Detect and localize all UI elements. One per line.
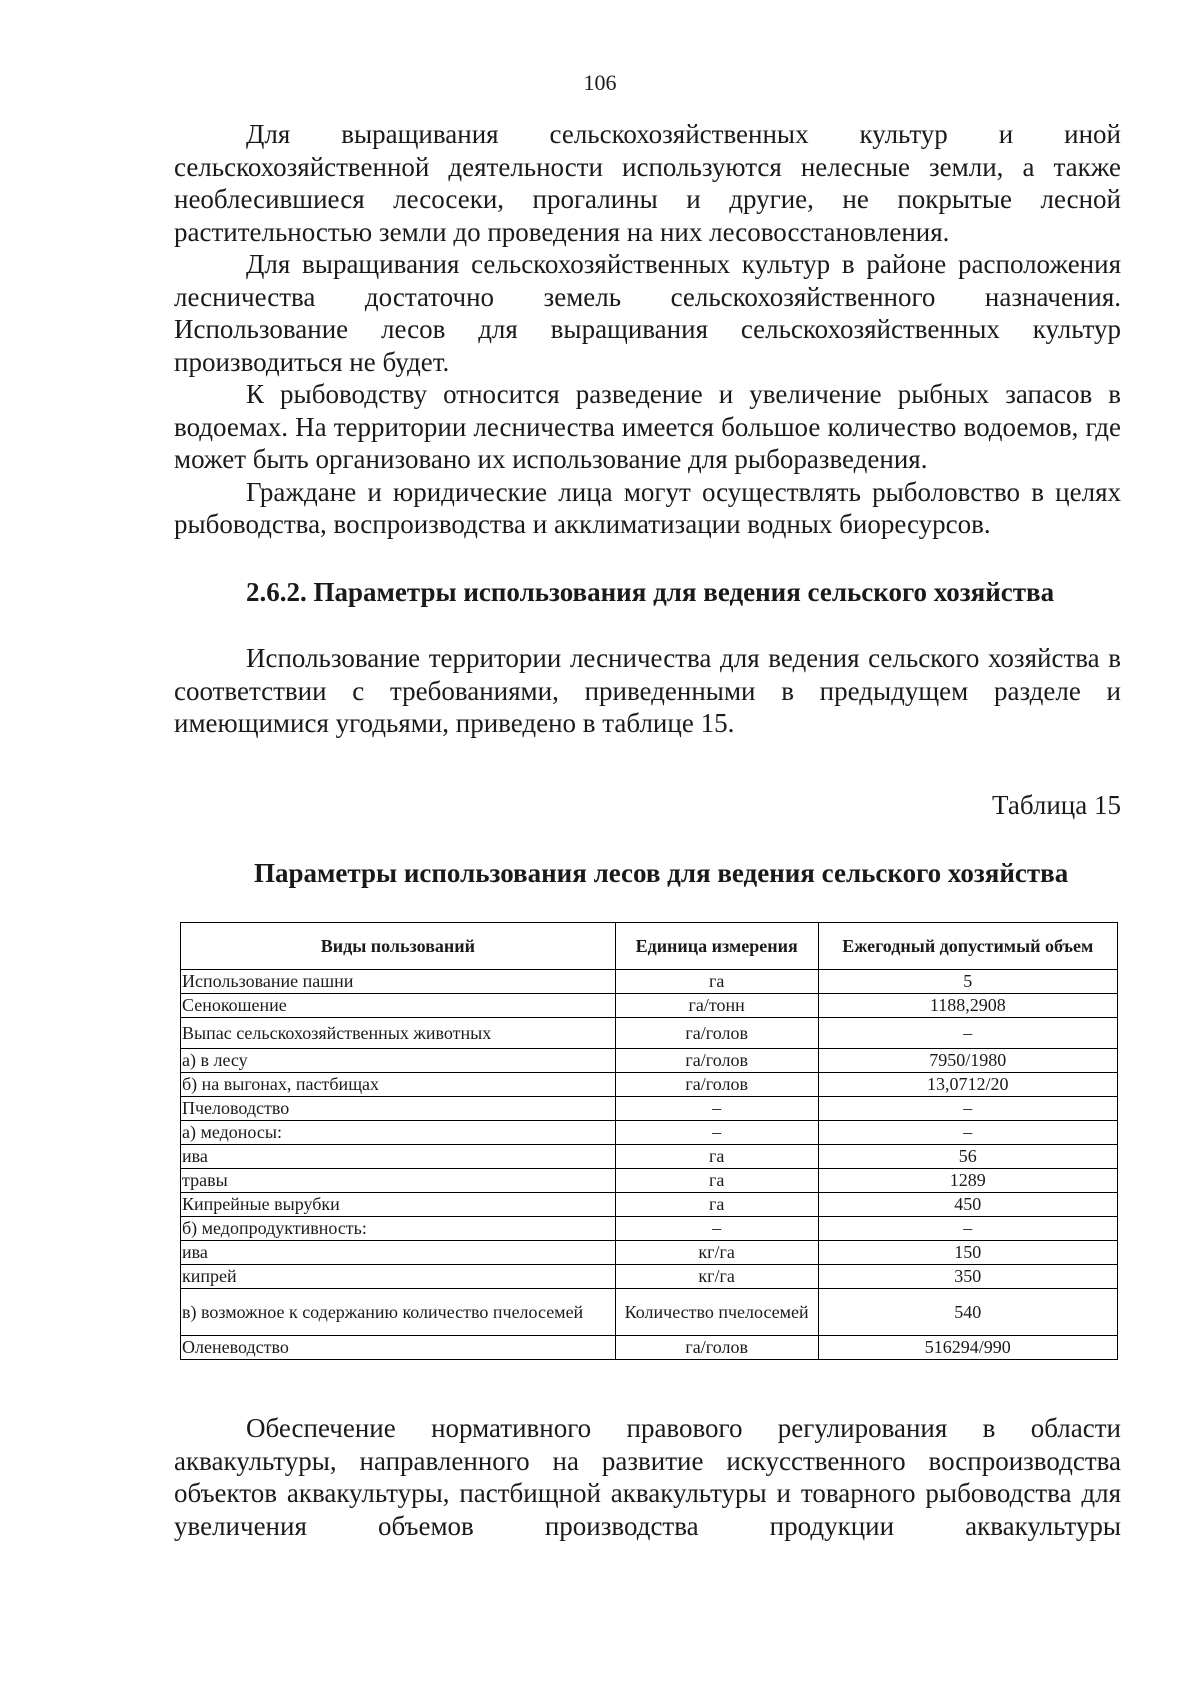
table-cell: га/голов bbox=[615, 1336, 818, 1360]
table-cell: Пчеловодство bbox=[181, 1097, 616, 1121]
table-cell: б) на выгонах, пастбищах bbox=[181, 1073, 616, 1097]
table-cell: – bbox=[615, 1217, 818, 1241]
table-cell: га bbox=[615, 1169, 818, 1193]
table-cell: 150 bbox=[818, 1241, 1117, 1265]
table-cell: Оленеводство bbox=[181, 1336, 616, 1360]
table-cell: 516294/990 bbox=[818, 1336, 1117, 1360]
table-cell: а) в лесу bbox=[181, 1049, 616, 1073]
table-cell: ива bbox=[181, 1241, 616, 1265]
table-cell: – bbox=[818, 1217, 1117, 1241]
table-cell: га/голов bbox=[615, 1018, 818, 1049]
table-cell: 7950/1980 bbox=[818, 1049, 1117, 1073]
table-row bbox=[181, 1289, 1118, 1336]
section-heading: 2.6.2. Параметры использования для ведения сельского хозяйства bbox=[246, 577, 1055, 607]
page-number: 106 bbox=[583, 70, 617, 95]
table-cell: – bbox=[615, 1097, 818, 1121]
table-cell: – bbox=[818, 1018, 1117, 1049]
table-cell: га bbox=[615, 1145, 818, 1169]
parameters-table bbox=[180, 922, 1118, 1360]
table-cell: га bbox=[615, 970, 818, 994]
table-row bbox=[181, 994, 1118, 1018]
table-cell: Сенокошение bbox=[181, 994, 616, 1018]
intro-paragraphs bbox=[174, 118, 1121, 541]
table-number: Таблица 15 bbox=[992, 790, 1121, 820]
column-header: Единица измерения bbox=[615, 923, 818, 970]
paragraph: К рыбоводству относится разведение и увеличение рыбных запасов в водоемах. На территории лесничества имеется большое количество водоемов, где может быть организовано их использование для рыборазведения. bbox=[174, 379, 1121, 474]
table-cell: 1188,2908 bbox=[818, 994, 1117, 1018]
table-cell: б) медопродуктивность: bbox=[181, 1217, 616, 1241]
closing-paragraph-block bbox=[174, 1412, 1121, 1542]
table-row bbox=[181, 1049, 1118, 1073]
table-row bbox=[181, 1217, 1118, 1241]
table-cell: га/голов bbox=[615, 1049, 818, 1073]
table-cell: га/тонн bbox=[615, 994, 818, 1018]
column-header: Ежегодный допустимый объем bbox=[818, 923, 1117, 970]
table-cell: Использование пашни bbox=[181, 970, 616, 994]
table-cell: ива bbox=[181, 1145, 616, 1169]
paragraph: Граждане и юридические лица могут осуществлять рыболовство в целях рыбоводства, воспроизводства и акклиматизации водных биоресурсов. bbox=[174, 476, 1121, 539]
table-cell: 56 bbox=[818, 1145, 1117, 1169]
paragraph: Для выращивания сельскохозяйственных культур и иной сельскохозяйственной деятельности используются нелесные земли, а также необлесившиеся лесосеки, прогалины и другие, не покрытые лесной растительностью земли до проведения на них лесовосстановления. bbox=[174, 119, 1121, 247]
table-row bbox=[181, 1193, 1118, 1217]
table-cell: Выпас сельскохозяйственных животных bbox=[181, 1018, 616, 1049]
table-cell: 350 bbox=[818, 1265, 1117, 1289]
table-row bbox=[181, 1241, 1118, 1265]
table-cell: – bbox=[615, 1121, 818, 1145]
table-row bbox=[181, 1145, 1118, 1169]
table-cell: 540 bbox=[818, 1289, 1117, 1336]
paragraph: Для выращивания сельскохозяйственных культур в районе расположения лесничества достаточно земель сельскохозяйственного назначения. Использование лесов для выращивания сельскохозяйственных культур производиться не будет. bbox=[174, 249, 1121, 377]
table-row bbox=[181, 1097, 1118, 1121]
table-row bbox=[181, 1265, 1118, 1289]
table-cell: 1289 bbox=[818, 1169, 1117, 1193]
table-cell: кипрей bbox=[181, 1265, 616, 1289]
table-cell: га bbox=[615, 1193, 818, 1217]
table-cell: Количество пчелосемей bbox=[615, 1289, 818, 1336]
table-cell: – bbox=[818, 1121, 1117, 1145]
table-cell: 5 bbox=[818, 970, 1117, 994]
table-cell: 13,0712/20 bbox=[818, 1073, 1117, 1097]
table-cell: 450 bbox=[818, 1193, 1117, 1217]
table-row bbox=[181, 970, 1118, 994]
table-cell: Кипрейные вырубки bbox=[181, 1193, 616, 1217]
table-cell: кг/га bbox=[615, 1241, 818, 1265]
table-cell: в) возможное к содержанию количество пчелосемей bbox=[181, 1289, 616, 1336]
table-row bbox=[181, 1121, 1118, 1145]
table-title: Параметры использования лесов для ведения сельского хозяйства bbox=[254, 858, 1069, 888]
table-intro-paragraph-block bbox=[174, 642, 1121, 740]
table-header-row bbox=[181, 923, 1118, 970]
table-row bbox=[181, 1073, 1118, 1097]
table-cell: кг/га bbox=[615, 1265, 818, 1289]
table-row bbox=[181, 1169, 1118, 1193]
table-cell: а) медоносы: bbox=[181, 1121, 616, 1145]
column-header: Виды пользований bbox=[181, 923, 616, 970]
table-row bbox=[181, 1018, 1118, 1049]
table-cell: травы bbox=[181, 1169, 616, 1193]
paragraph: Использование территории лесничества для ведения сельского хозяйства в соответствии с требованиями, приведенными в предыдущем разделе и имеющимися угодьями, приведено в таблице 15. bbox=[174, 643, 1121, 738]
table-cell: – bbox=[818, 1097, 1117, 1121]
table-row bbox=[181, 1336, 1118, 1360]
table-cell: га/голов bbox=[615, 1073, 818, 1097]
paragraph: Обеспечение нормативного правового регулирования в области аквакультуры, направленного на развитие искусственного воспроизводства объектов аквакультуры, пастбищной аквакультуры и товарного рыбоводства для увеличения объемов производства продукции аквакультуры bbox=[174, 1413, 1121, 1541]
